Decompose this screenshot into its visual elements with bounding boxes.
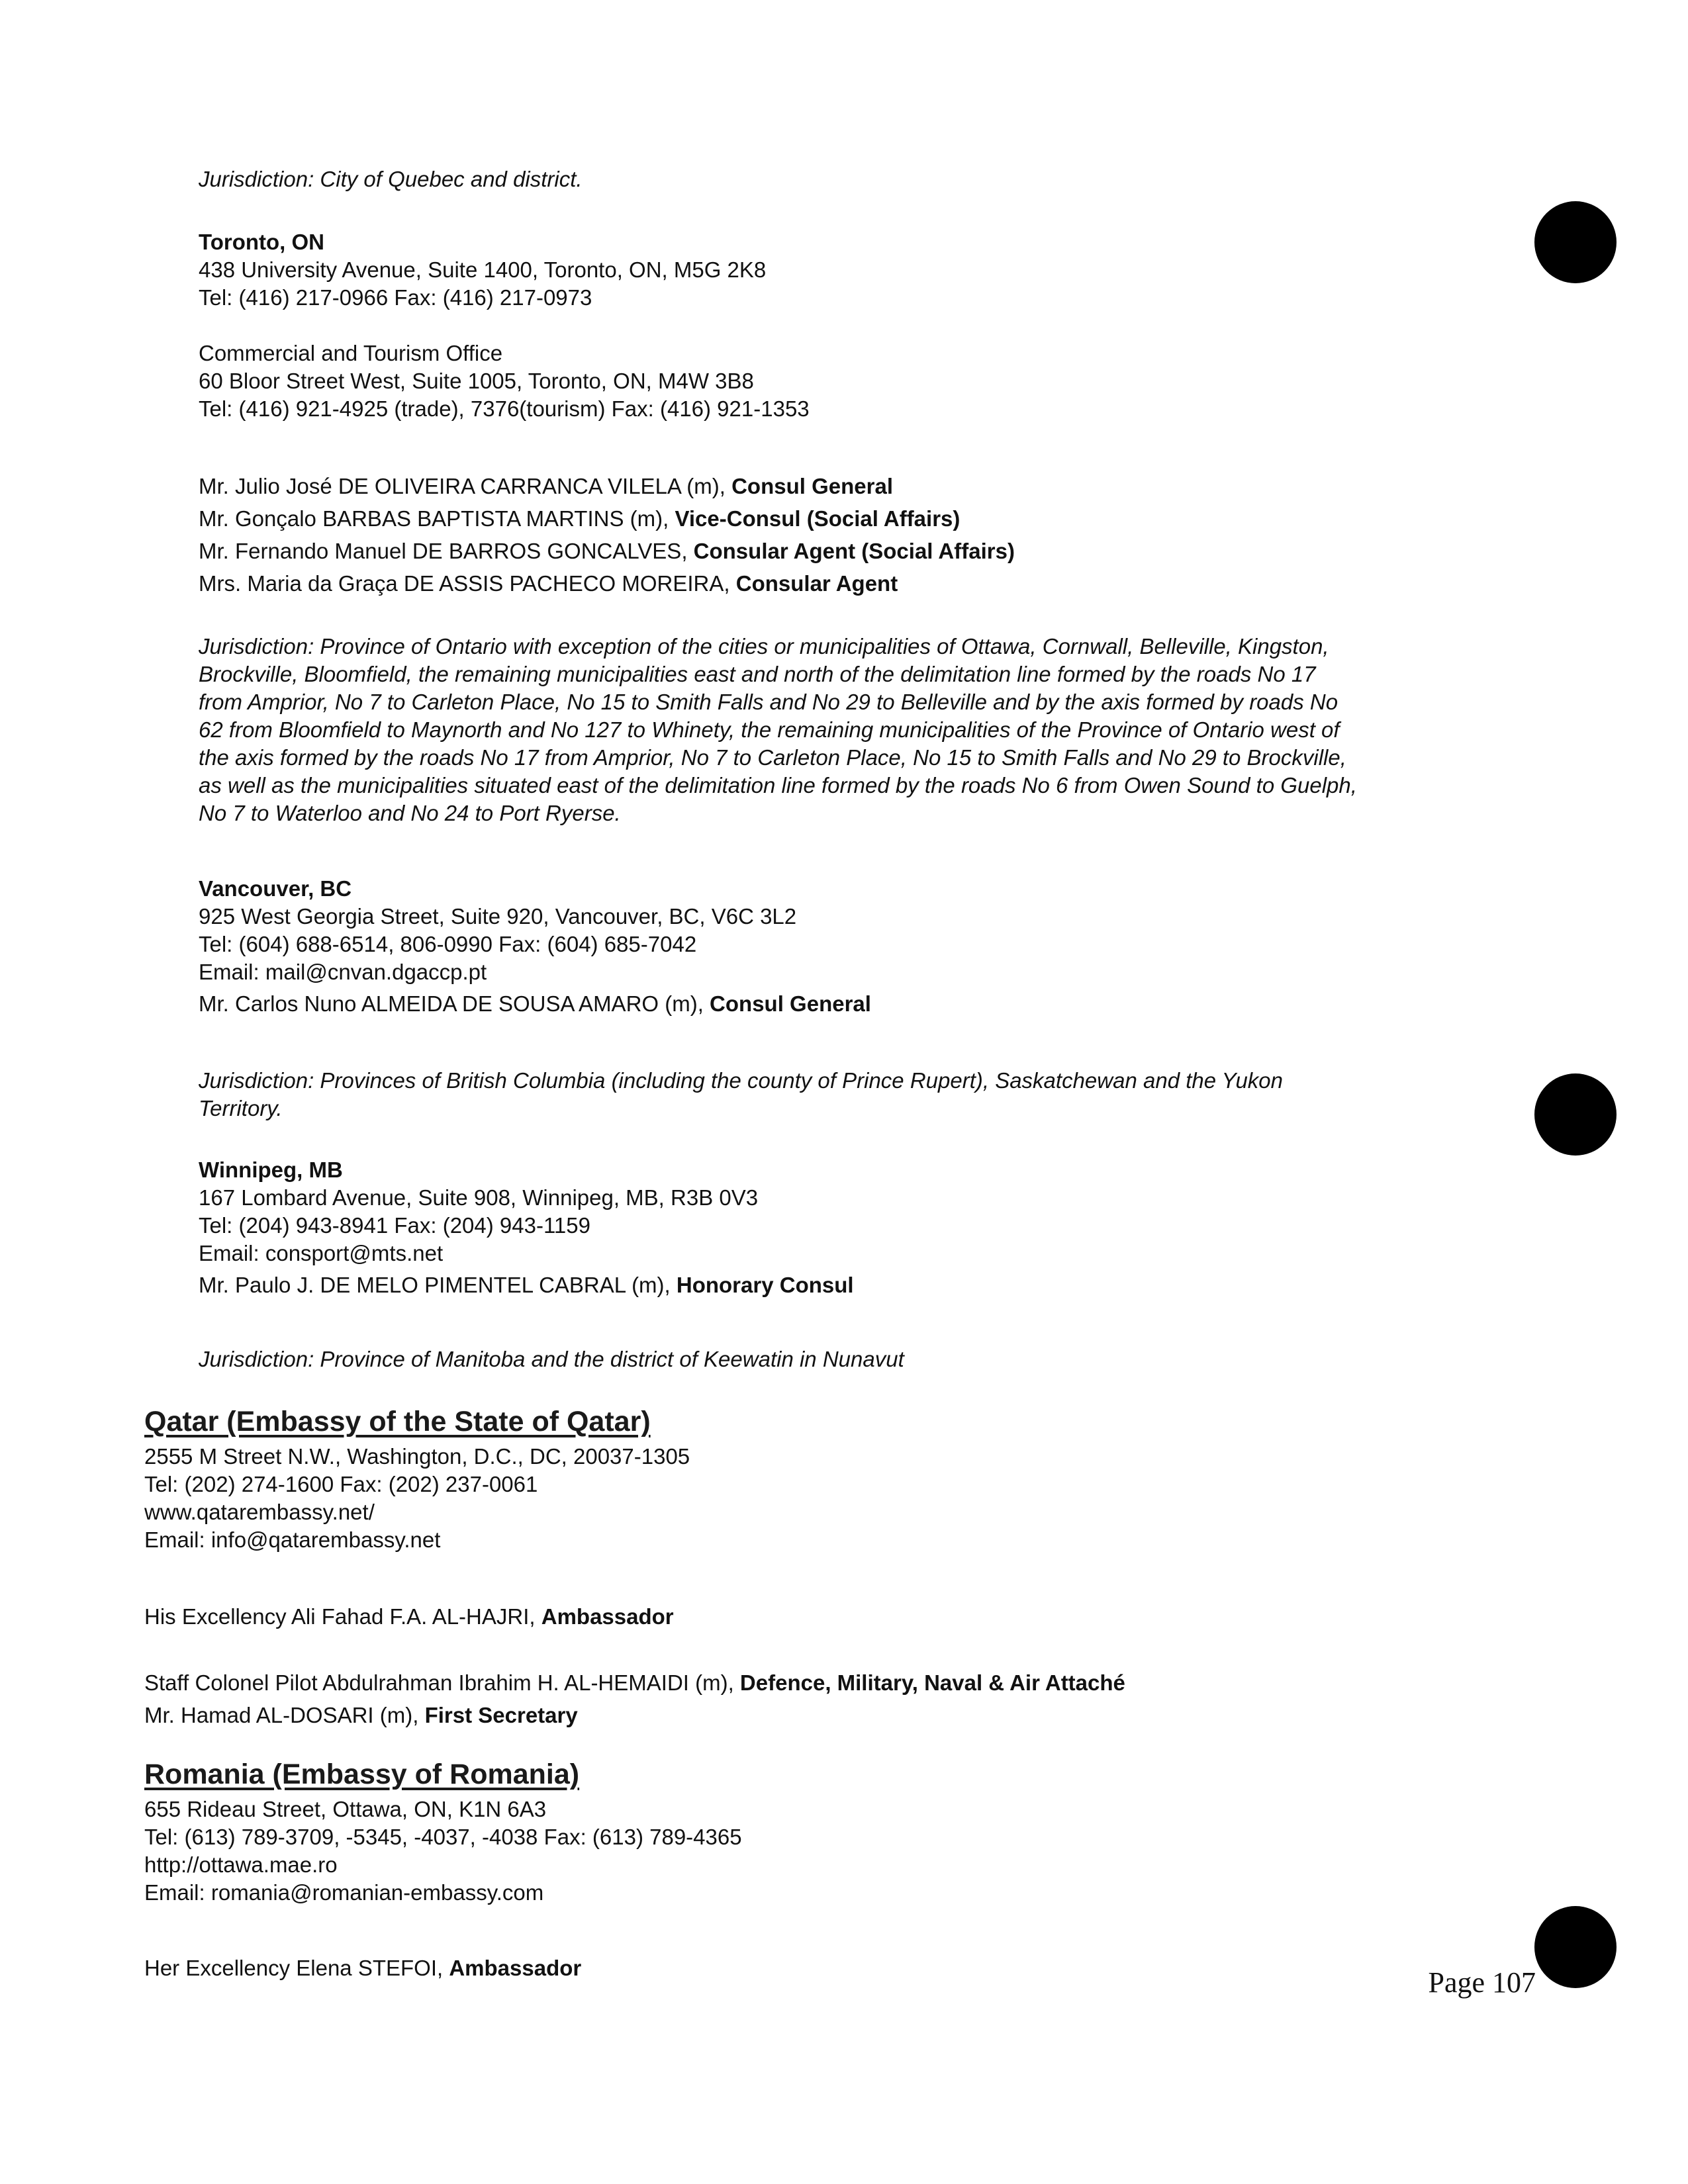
toronto-section xyxy=(199,228,810,423)
official-name: Mr. Gonçalo BARBAS BAPTISTA MARTINS (m), xyxy=(199,506,675,531)
official-row xyxy=(199,567,1015,600)
official-name: Mr. Fernando Manuel DE BARROS GONCALVES, xyxy=(199,539,694,563)
toronto-officials xyxy=(199,470,1015,600)
jurisdiction-line: Territory. xyxy=(199,1096,283,1120)
official-title: Consular Agent xyxy=(735,571,898,596)
qatar-ambassador xyxy=(144,1603,674,1631)
official-row xyxy=(199,1271,854,1299)
official-title: Vice-Consul (Social Affairs) xyxy=(675,506,961,531)
romania-website: http://ottawa.mae.ro xyxy=(144,1852,338,1877)
romania-ambassador xyxy=(144,1954,581,1982)
quebec-jurisdiction: Jurisdiction: City of Quebec and district. xyxy=(199,167,583,191)
vancouver-city: Vancouver, BC xyxy=(199,876,352,901)
official-title: Consul General xyxy=(731,474,893,498)
toronto-phone: Tel: (416) 217-0966 Fax: (416) 217-0973 xyxy=(199,285,592,310)
jurisdiction-line: the axis formed by the roads No 17 from Amprior, No 7 to Carleton Place, No 15 to Smith Falls and No 29 to Brockville, xyxy=(199,745,1346,770)
vancouver-phone: Tel: (604) 688-6514, 806-0990 Fax: (604) 685-7042 xyxy=(199,932,697,956)
qatar-website: www.qatarembassy.net/ xyxy=(144,1500,375,1524)
official-row xyxy=(199,535,1015,567)
vancouver-address: 925 West Georgia Street, Suite 920, Vancouver, BC, V6C 3L2 xyxy=(199,904,797,929)
ambassador-name: Her Excellency Elena STEFOI, xyxy=(144,1956,449,1980)
romania-heading: Romania (Embassy of Romania) xyxy=(144,1758,580,1790)
winnipeg-city: Winnipeg, MB xyxy=(199,1158,343,1182)
qatar-staff xyxy=(144,1666,1125,1731)
qatar-heading: Qatar (Embassy of the State of Qatar) xyxy=(144,1406,651,1437)
official-row xyxy=(199,990,871,1018)
romania-contact xyxy=(144,1796,742,1907)
official-row xyxy=(144,1699,1125,1731)
ambassador-title: Ambassador xyxy=(541,1604,674,1629)
hole-punch-mark xyxy=(1534,201,1617,283)
official-row xyxy=(144,1666,1125,1699)
winnipeg-section xyxy=(199,1156,854,1299)
romania-address: 655 Rideau Street, Ottawa, ON, K1N 6A3 xyxy=(144,1797,547,1821)
qatar-phone: Tel: (202) 274-1600 Fax: (202) 237-0061 xyxy=(144,1472,538,1496)
hole-punch-mark xyxy=(1534,1073,1617,1156)
winnipeg-phone: Tel: (204) 943-8941 Fax: (204) 943-1159 xyxy=(199,1213,590,1238)
toronto-jurisdiction xyxy=(199,633,1357,827)
page-number: Page 107 xyxy=(1428,1966,1536,1999)
official-name: Mr. Hamad AL-DOSARI (m), xyxy=(144,1703,425,1727)
official-title: Defence, Military, Naval & Air Attaché xyxy=(739,1670,1125,1695)
official-name: Mr. Carlos Nuno ALMEIDA DE SOUSA AMARO (m), xyxy=(199,991,710,1016)
official-row xyxy=(199,502,1015,535)
ambassador-name: His Excellency Ali Fahad F.A. AL-HAJRI, xyxy=(144,1604,541,1629)
jurisdiction-line: Jurisdiction: Provinces of British Columbia (including the county of Prince Rupert), Saskatchewan and the Yukon xyxy=(199,1068,1284,1093)
official-title: Consular Agent (Social Affairs) xyxy=(693,539,1015,563)
toronto-office-address: 60 Bloor Street West, Suite 1005, Toronto, ON, M4W 3B8 xyxy=(199,369,754,393)
jurisdiction-line: No 7 to Waterloo and No 24 to Port Ryerse. xyxy=(199,801,621,825)
jurisdiction-line: from Amprior, No 7 to Carleton Place, No 15 to Smith Falls and No 29 to Belleville and by the axis formed by roads No xyxy=(199,690,1338,714)
qatar-email: Email: info@qatarembassy.net xyxy=(144,1527,441,1552)
official-row xyxy=(199,470,1015,502)
official-name: Mr. Julio José DE OLIVEIRA CARRANCA VILELA (m), xyxy=(199,474,732,498)
official-title: First Secretary xyxy=(424,1703,578,1727)
toronto-address: 438 University Avenue, Suite 1400, Toronto, ON, M5G 2K8 xyxy=(199,257,767,282)
vancouver-email: Email: mail@cnvan.dgaccp.pt xyxy=(199,960,487,984)
qatar-address: 2555 M Street N.W., Washington, D.C., DC, 20037-1305 xyxy=(144,1444,690,1469)
official-title: Honorary Consul xyxy=(676,1273,854,1297)
winnipeg-address: 167 Lombard Avenue, Suite 908, Winnipeg, MB, R3B 0V3 xyxy=(199,1185,759,1210)
qatar-contact xyxy=(144,1443,690,1554)
romania-phone: Tel: (613) 789-3709, -5345, -4037, -4038 Fax: (613) 789-4365 xyxy=(144,1825,742,1849)
winnipeg-jurisdiction: Jurisdiction: Province of Manitoba and the district of Keewatin in Nunavut xyxy=(199,1347,904,1371)
official-name: Staff Colonel Pilot Abdulrahman Ibrahim H. AL-HEMAIDI (m), xyxy=(144,1670,740,1695)
winnipeg-email: Email: consport@mts.net xyxy=(199,1241,444,1265)
romania-email: Email: romania@romanian-embassy.com xyxy=(144,1880,544,1905)
toronto-office-name: Commercial and Tourism Office xyxy=(199,341,503,365)
official-name: Mr. Paulo J. DE MELO PIMENTEL CABRAL (m), xyxy=(199,1273,677,1297)
jurisdiction-line: 62 from Bloomfield to Maynorth and No 127 to Whinety, the remaining municipalities of the Province of Ontario west of xyxy=(199,717,1340,742)
ambassador-title: Ambassador xyxy=(449,1956,582,1980)
jurisdiction-line: Brockville, Bloomfield, the remaining municipalities east and north of the delimitation line formed by the roads No 17 xyxy=(199,662,1316,686)
jurisdiction-line: as well as the municipalities situated east of the delimitation line formed by the roads No 6 from Owen Sound to Guelph, xyxy=(199,773,1357,797)
hole-punch-mark xyxy=(1534,1906,1617,1988)
toronto-city: Toronto, ON xyxy=(199,230,325,254)
vancouver-jurisdiction xyxy=(199,1067,1283,1122)
official-name: Mrs. Maria da Graça DE ASSIS PACHECO MOREIRA, xyxy=(199,571,736,596)
jurisdiction-line: Jurisdiction: Province of Ontario with exception of the cities or municipalities of Ottawa, Cornwall, Belleville, Kingston, xyxy=(199,634,1329,659)
official-title: Consul General xyxy=(710,991,871,1016)
vancouver-section xyxy=(199,875,871,1018)
toronto-office-phone: Tel: (416) 921-4925 (trade), 7376(tourism) Fax: (416) 921-1353 xyxy=(199,396,810,421)
